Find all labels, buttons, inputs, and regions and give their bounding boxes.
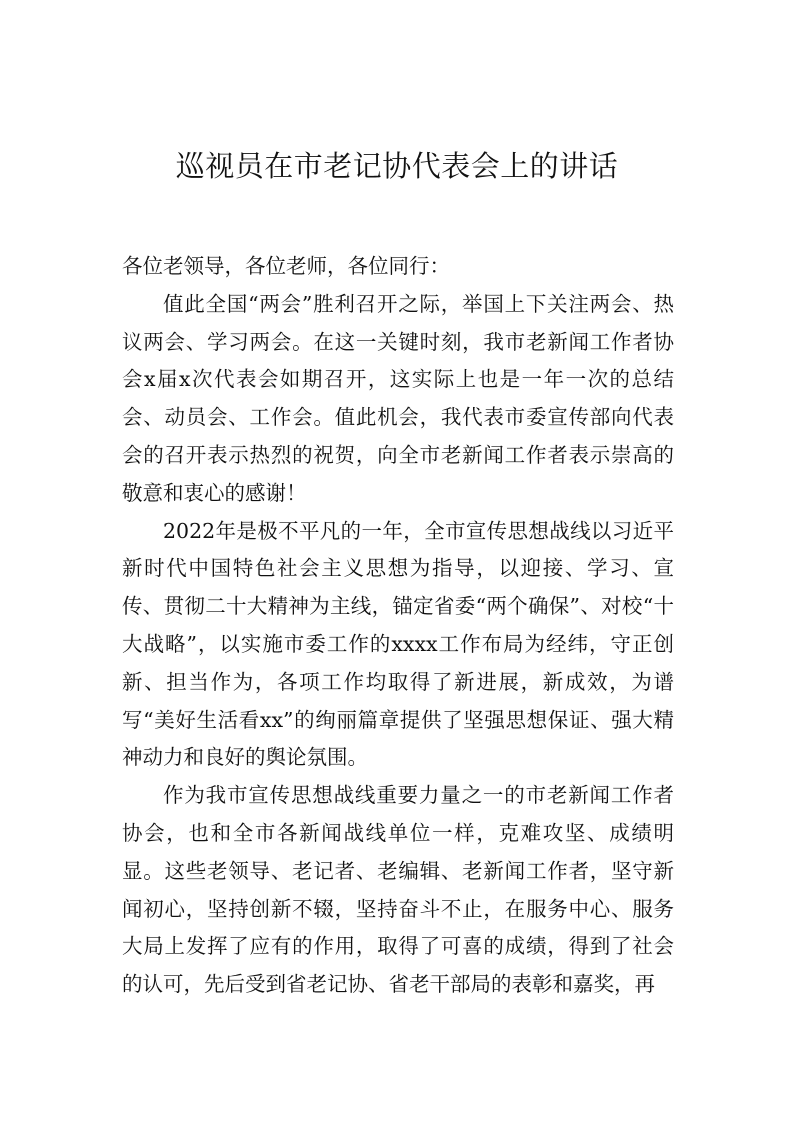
document-title: 巡视员在市老记协代表会上的讲话 — [175, 149, 619, 183]
paragraph-2: 2022年是极不平凡的一年，全市宣传思想战线以习近平新时代中国特色社会主义思想为指导，以迎接、学习、宣传、贯彻二十大精神为主线，锚定省委“两个确保”、对校“十大战略”，以实施市委工作的xxxx工作布局为经纬，守正创新、担当作为，各项工作均取得了新进展，新成效，为谱写“美好生活看xx”的绚丽篇章提供了坚强思想保证、强大精神动力和良好的舆论氛围。 — [122, 518, 674, 770]
paragraph-3: 作为我市宣传思想战线重要力量之一的市老新闻工作者协会，也和全市各新闻战线单位一样，克难攻坚、成绩明显。这些老领导、老记者、老编辑、老新闻工作者，坚守新闻初心，坚持创新不辍，坚持奋斗不止，在服务中心、服务大局上发挥了应有的作用，取得了可喜的成绩，得到了社会的认可，先后受到省老记协、省老干部局的表彰和嘉奖，再 — [122, 783, 674, 997]
salutation: 各位老领导，各位老师，各位同行： — [122, 254, 450, 278]
paragraph-1: 值此全国“两会”胜利召开之际，举国上下关注两会、热议两会、学习两会。在这一关键时刻，我市老新闻工作者协会x届x次代表会如期召开，这实际上也是一年一次的总结会、动员会、工作会。值此机会，我代表市委宣传部向代表会的召开表示热烈的祝贺，向全市老新闻工作者表示崇高的敬意和衷心的感谢！ — [122, 291, 674, 505]
document-body — [122, 248, 674, 1004]
